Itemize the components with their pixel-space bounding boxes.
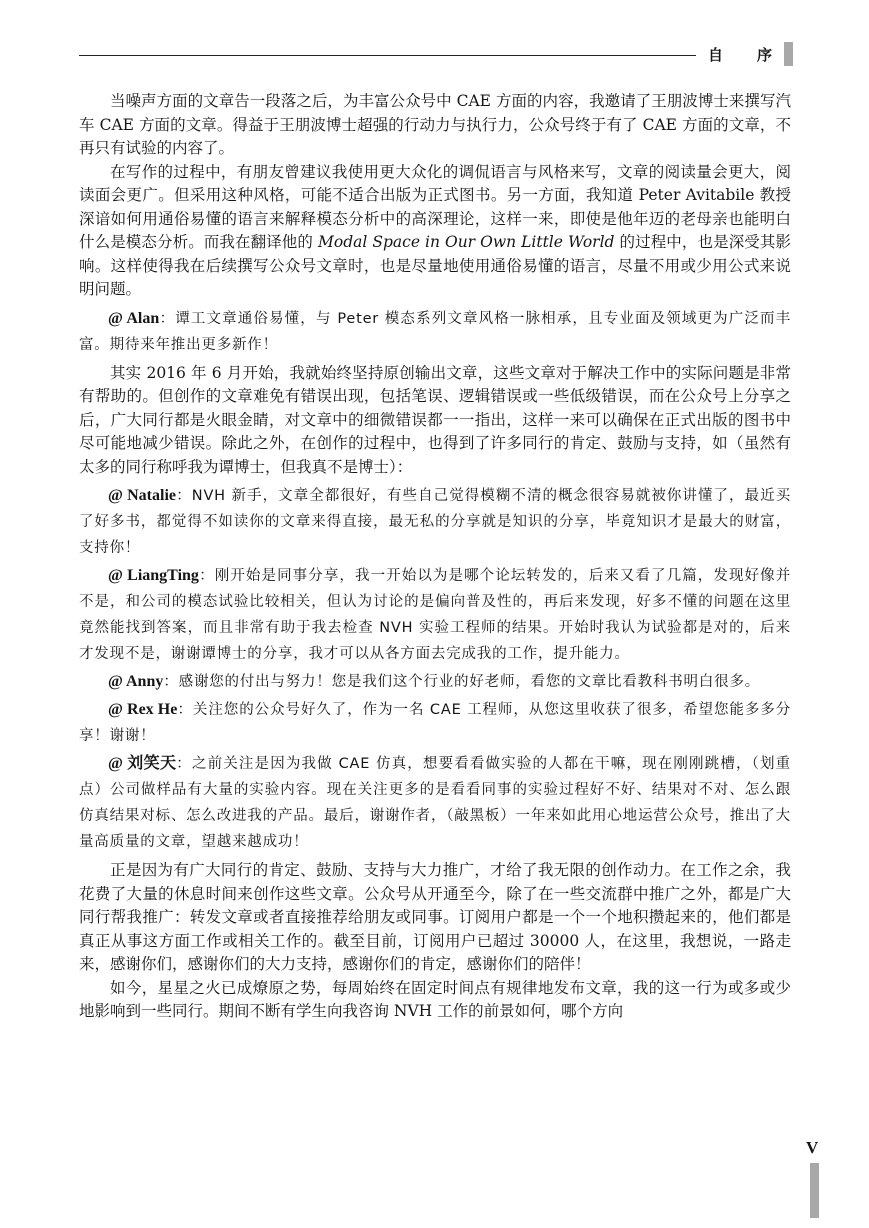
commenter-name: @ Natalie <box>108 487 177 504</box>
comment-text: ：谭工文章通俗易懂，与 Peter 模态系列文章风格一脉相承，且专业面及领域更为广泛而丰富。期待来年推出更多新作！ <box>79 310 791 353</box>
comment-text: ：之前关注是因为我做 CAE 仿真，想要看看做实验的人都在干嘛，现在刚刚跳槽，（划重点）公司做样品有大量的实验内容。现在关注更多的是看看同事的实验过程好不好、结果对不对、怎么跟仿真结果对标、怎么改进我的产品。最后，谢谢作者，（敲黑板）一年来如此用心地运营公众号，推出了大量高质量的文章，望越来越成功！ <box>79 756 791 850</box>
comment-text: ：感谢您的付出与努力！您是我们这个行业的好老师，看您的文章比看教科书明白很多。 <box>163 674 761 690</box>
page-body <box>79 90 791 1024</box>
reader-comment <box>79 563 791 667</box>
commenter-name: @ Anny <box>108 673 164 690</box>
body-paragraph: 如今，星星之火已成燎原之势，每周始终在固定时间点有规律地发布文章，我的这一行为或多或少地影响到一些同行。期间不断有学生向我咨询 NVH 工作的前景如何，哪个方向 <box>79 978 791 1020</box>
body-paragraph: 当噪声方面的文章告一段落之后，为丰富公众号中 CAE 方面的内容，我邀请了王朋波博士来撰写汽车 CAE 方面的文章。得益于王朋波博士超强的行动力与执行力，公众号终于有了 CAE 方面的文章，不再只有试验的内容了。 <box>79 92 791 157</box>
body-paragraph: 正是因为有广大同行的肯定、鼓励、支持与大力推广，才给了我无限的创作动力。在工作之余，我花费了大量的休息时间来创作这些文章。公众号从开通至今，除了在一些交流群中推广之外，都是广大同行帮我推广：转发文章或者直接推荐给朋友或同事。订阅用户都是一个一个地积攒起来的，他们都是真正从事这方面工作或相关工作的。截至目前，订阅用户已超过 30000 人，在这里，我想说，一路走来，感谢你们，感谢你们的大力支持，感谢你们的肯定，感谢你们的陪伴！ <box>79 861 791 973</box>
page-number: V <box>806 1138 819 1157</box>
running-header <box>708 42 772 66</box>
reader-comment <box>79 483 791 561</box>
header-char-1: 自 <box>708 45 724 64</box>
thumb-tab-top <box>784 42 793 66</box>
comment-text: ：NVH 新手，文章全都很好，有些自己觉得模糊不清的概念很容易就被你讲懂了，最近买了好多书，都觉得不如读你的文章来得直接，最无私的分享就是知识的分享，毕竟知识才是最大的财富，支持你！ <box>79 488 791 556</box>
body-paragraph: 其实 2016 年 6 月开始，我就始终坚持原创输出文章，这些文章对于解决工作中的实际问题是非常有帮助的。但创作的文章难免有错误出现，包括笔误、逻辑错误或一些低级错误，而在公众号上分享之后，广大同行都是火眼金睛，对文章中的细微错误都一一指出，这样一来可以确保在正式出版的图书中尽可能地减少错误。除此之外，在创作的过程中，也得到了许多同行的肯定、鼓励与支持，如（虽然有太多的同行称呼我为谭博士，但我真不是博士）： <box>79 363 791 476</box>
commenter-name: @ 刘笑天 <box>108 755 177 772</box>
book-title-italic: Modal Space in Our Own Little World <box>318 233 615 251</box>
comment-text: ：关注您的公众号好久了，作为一名 CAE 工程师，从您这里收获了很多，希望您能多多分享！谢谢！ <box>79 702 791 744</box>
body-paragraph <box>79 161 791 302</box>
text-segment: 在写作的过程中，有朋友曾建议我使用更大众化的调侃语言与风格来写，文章的阅读量会更大，阅读面会更广。但采用这种风格，可能不适合出版为正式图书。另一方面，我知道 Peter Avitabile 教授深谙如何用通俗易懂的语言来解释模态分析中的高深理论，这样一来，即使是他年迈的老母亲也能明白什么是模态分析。而我在翻译他的 <box>79 162 791 251</box>
thumb-tab-bottom <box>810 1163 819 1218</box>
header-rule <box>79 55 696 56</box>
commenter-name: @ Alan <box>108 309 160 327</box>
comment-text: ：刚开始是同事分享，我一开始以为是哪个论坛转发的，后来又看了几篇，发现好像并不是，和公司的模态试验比较相关，但认为讨论的是偏向普及性的，再后来发现，好多不懂的问题在这里竟然能找到答案，而且非常有助于我去检查 NVH 实验工程师的结果。开始时我认为试验都是对的，后来才发现不是，谢谢谭博士的分享，我才可以从各方面去完成我的工作，提升能力。 <box>79 568 791 662</box>
reader-comment <box>79 697 791 749</box>
text-segment: 的过程中，也是深受其影响。这样使得我在后续撰写公众号文章时，也是尽量地使用通俗易懂的语言，尽量不用或少用公式来说明问题。 <box>79 233 791 298</box>
reader-comment <box>79 751 791 855</box>
reader-comment <box>79 306 791 358</box>
commenter-name: @ LiangTing <box>108 567 199 584</box>
header-char-2: 序 <box>756 45 772 64</box>
commenter-name: @ Rex He <box>108 701 178 718</box>
reader-comment <box>79 669 791 695</box>
